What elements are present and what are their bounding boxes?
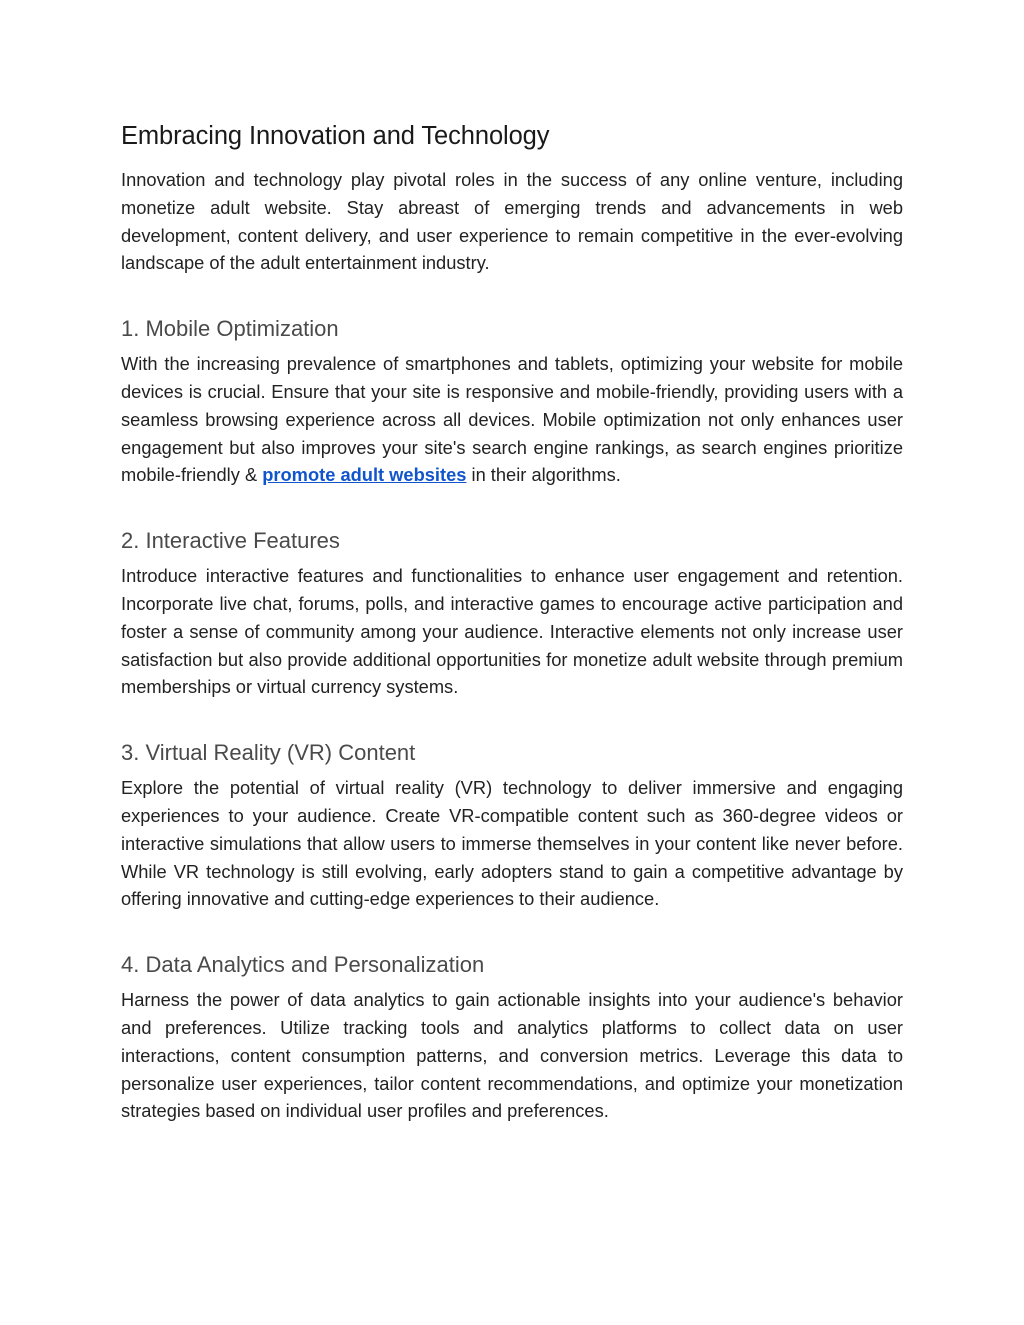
section-paragraph <box>121 350 903 489</box>
paragraph-text-before-link: With the increasing prevalence of smartphones and tablets, optimizing your website for mobile devices is crucial. Ensure that your site is responsive and mobile-friendly, providing users with a seamless browsing experience across all devices. Mobile optimization not only enhances user engagement but also improves your site's search engine rankings, as search engines prioritize mobile-friendly & <box>121 353 903 486</box>
paragraph-text-after-link: in their algorithms. <box>466 464 621 486</box>
promote-adult-websites-link[interactable]: promote adult websites <box>262 464 467 486</box>
document-page <box>121 118 903 1125</box>
section-interactive-features <box>121 526 903 701</box>
section-heading: 1. Mobile Optimization <box>121 316 339 342</box>
section-mobile-optimization <box>121 314 903 489</box>
section-paragraph: Harness the power of data analytics to gain actionable insights into your audience's behavior and preferences. Utilize tracking tools and analytics platforms to collect data on user interactions, content consumption patterns, and conversion metrics. Leverage this data to personalize user experiences, tailor content recommendations, and optimize your monetization strategies based on individual user profiles and preferences. <box>121 989 903 1122</box>
section-heading: 2. Interactive Features <box>121 528 340 554</box>
section-paragraph: Explore the potential of virtual reality (VR) technology to deliver immersive and engaging experiences to your audience. Create VR-compatible content such as 360-degree videos or interactive simulations that allow users to immerse themselves in your content like never before. While VR technology is still evolving, early adopters stand to gain a competitive advantage by offering innovative and cutting-edge experiences to their audience. <box>121 777 903 910</box>
section-heading: 3. Virtual Reality (VR) Content <box>121 740 416 766</box>
section-heading: 4. Data Analytics and Personalization <box>121 952 485 978</box>
section-paragraph: Introduce interactive features and functionalities to enhance user engagement and retention. Incorporate live chat, forums, polls, and interactive games to encourage active participation and foster a sense of community among your audience. Interactive elements not only increase user satisfaction but also provide additional opportunities for monetize adult website through premium memberships or virtual currency systems. <box>121 565 903 698</box>
section-virtual-reality <box>121 738 903 913</box>
section-data-analytics <box>121 950 903 1125</box>
document-title: Embracing Innovation and Technology <box>121 122 550 150</box>
intro-paragraph: Innovation and technology play pivotal roles in the success of any online venture, including monetize adult website. Stay abreast of emerging trends and advancements in web development, content delivery, and user experience to remain competitive in the ever-evolving landscape of the adult entertainment industry. <box>121 169 903 274</box>
